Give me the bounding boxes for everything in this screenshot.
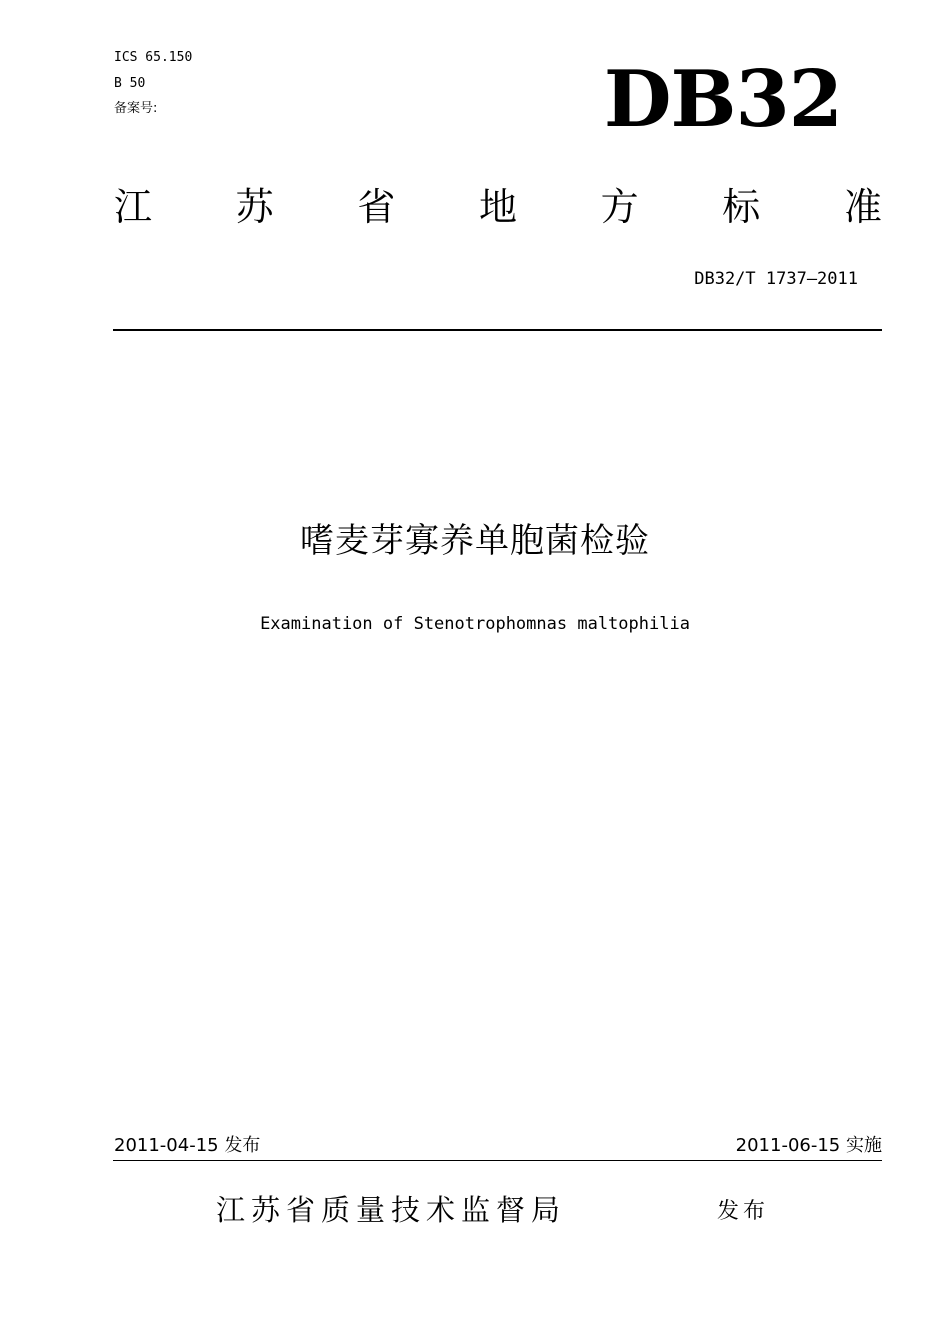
standard-type-char: 地	[478, 185, 517, 229]
standard-type-heading	[114, 182, 882, 232]
title-english: Examination of Stenotrophomnas maltophilia	[260, 614, 690, 634]
standard-type-char: 方	[600, 185, 639, 229]
standard-type-char: 标	[722, 185, 761, 229]
standard-number: DB32/T 1737—2011	[694, 269, 858, 289]
standard-type-char: 江	[114, 185, 153, 229]
standard-type-char: 苏	[235, 185, 274, 229]
bottom-divider	[113, 1160, 882, 1161]
issuing-authority-suffix: 发布	[717, 1199, 770, 1224]
standard-logo: DB32	[603, 54, 842, 145]
ccs-code: B 50	[114, 76, 146, 91]
title-chinese: 嗜麦芽寡养单胞菌检验	[300, 521, 650, 561]
filing-number-label: 备案号:	[114, 101, 158, 116]
top-divider	[113, 329, 882, 331]
standard-type-char: 准	[843, 185, 882, 229]
ics-code: ICS 65.150	[114, 50, 193, 65]
standard-type-char: 省	[357, 185, 396, 229]
issue-date: 2011-04-15 发布	[114, 1135, 261, 1156]
issuing-authority: 江苏省质量技术监督局	[216, 1193, 567, 1227]
implementation-date: 2011-06-15 实施	[735, 1135, 882, 1156]
